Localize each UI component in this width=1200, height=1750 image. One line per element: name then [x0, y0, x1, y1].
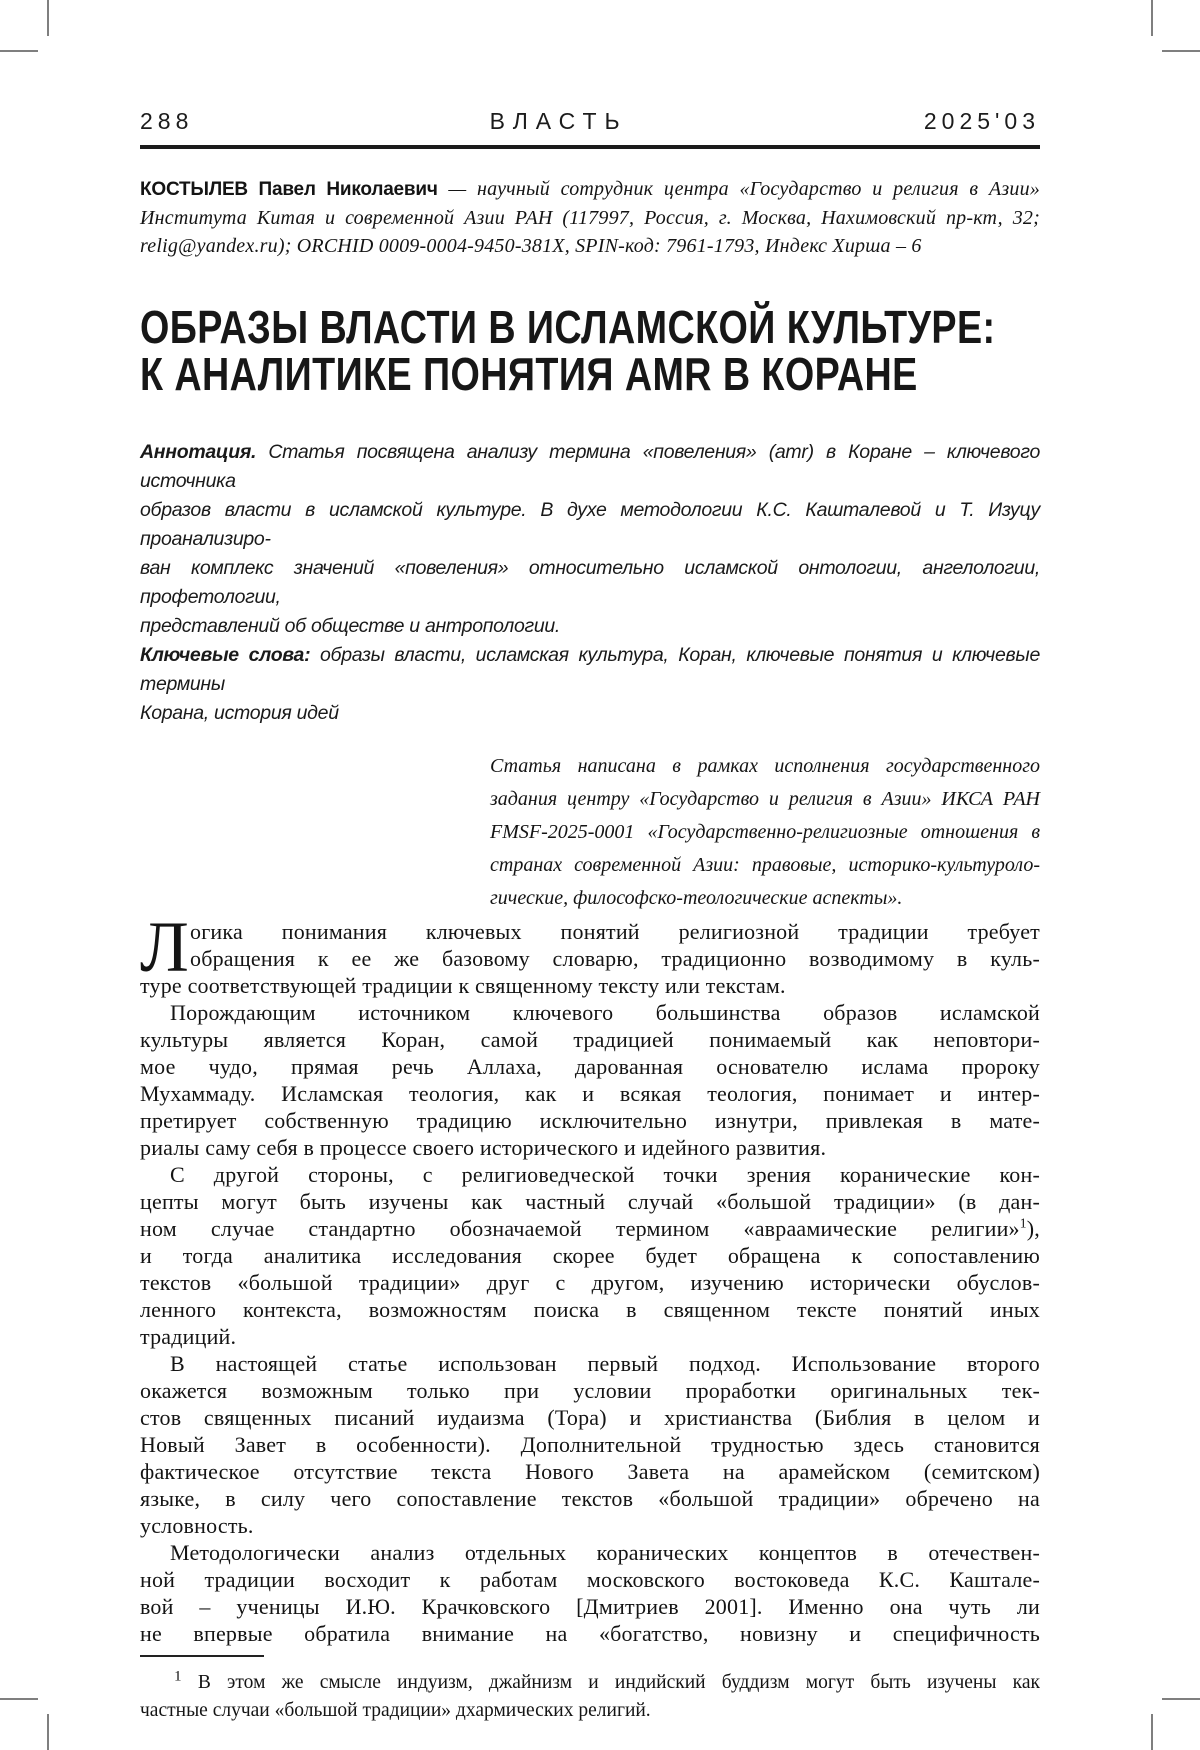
crop-mark — [0, 50, 38, 52]
text-line: Статья написана в рамках исполнения государственного — [490, 755, 1040, 777]
text-line: ленного контекста, возможностям поиска в священном тексте понятий иных — [140, 1297, 1040, 1322]
segment-lbl: Аннотация. — [140, 441, 257, 463]
text-line: задания центру «Государство и религия в Азии» ИКСА РАН — [490, 788, 1040, 810]
segment-name: КОСТЫЛЕВ Павел Николаевич — [140, 179, 438, 200]
text-line: гические, философско-теологические аспекты». — [490, 887, 903, 909]
author-block — [140, 175, 1040, 260]
funding-note — [490, 750, 1040, 915]
text-line — [140, 1215, 1040, 1242]
text-line: ван комплекс значений «повеления» относительно исламской онтологии, ангелологии, профетологии, — [140, 557, 1040, 608]
text-line: цепты могут быть изучены как частный случай «большой традиции» (в дан- — [140, 1189, 1040, 1214]
text-line: фактическое отсутствие текста Нового Завета на арамейском (семитском) — [140, 1459, 1040, 1484]
text-line: relig@yandex.ru); ORCHID 0009-0004-9450-381X, SPIN-код: 7961-1793, Индекс Хирша – 6 — [140, 235, 922, 257]
segment-sup: 1 — [1019, 1215, 1027, 1231]
segment: В этом же смысле индуизм, джайнизм и индийский буддизм могут быть изучены как — [181, 1672, 1040, 1693]
text-line: странах современной Азии: правовые, историко-культуроло- — [490, 854, 1040, 876]
text-line: ОБРАЗЫ ВЛАСТИ В ИСЛАМСКОЙ КУЛЬТУРЕ: — [140, 301, 996, 353]
body-paragraph — [140, 1350, 1040, 1539]
text-line: не впервые обратила внимание на «богатство, новизну и специфичность — [140, 1621, 1040, 1646]
text-line — [140, 175, 1040, 204]
text-line: условность. — [140, 1513, 254, 1538]
text-line: Корана, история идей — [140, 702, 339, 724]
crop-mark — [0, 1698, 38, 1700]
page-number: 288 — [140, 108, 194, 134]
page-content — [140, 0, 1040, 1725]
segment: образы власти, исламская культура, Коран, ключевые понятия и ключевые термины — [140, 644, 1040, 695]
text-line: частные случаи «большой традиции» дхармических религий. — [140, 1700, 651, 1721]
text-line: претирует собственную традицию исключительно изнутри, привлекая в мате- — [140, 1108, 1040, 1133]
text-line: Порождающим источником ключевого большинства образов исламской — [170, 1000, 1040, 1025]
text-line: текстов «большой традиции» друг с другом, изучению исторически обуслов- — [140, 1270, 1040, 1295]
footnote — [140, 1669, 1040, 1725]
text-line: языке, в силу чего сопоставление текстов «большой традиции» обречено на — [140, 1486, 1040, 1511]
text-line: К АНАЛИТИКЕ ПОНЯТИЯ AMR В КОРАНЕ — [140, 348, 918, 400]
crop-mark — [1151, 1714, 1153, 1750]
abstract-block — [140, 438, 1040, 641]
drop-cap: Л — [140, 907, 190, 987]
segment: ), — [1026, 1216, 1040, 1241]
body-paragraph — [140, 999, 1040, 1161]
segment: ном случае стандартно обозначаемой термином «авраамические религии» — [140, 1216, 1020, 1241]
text-line: огика понимания ключевых понятий религиозной традиции требует — [190, 919, 1040, 944]
crop-mark — [47, 0, 49, 36]
text-line: туре соответствующей традиции к священному тексту или текстам. — [140, 973, 786, 998]
text-line: культуры является Коран, самой традицией понимаемый как неповтори- — [140, 1027, 1040, 1052]
text-line — [140, 438, 1040, 496]
text-line: ной традиции восходит к работам московского востоковеда К.С. Каштале- — [140, 1567, 1040, 1592]
body-paragraph — [140, 1161, 1040, 1350]
body-paragraph — [140, 1539, 1040, 1647]
crop-mark — [1151, 0, 1153, 36]
text-line: В настоящей статье использован первый подход. Использование второго — [170, 1351, 1040, 1376]
issue-number: 2025'03 — [923, 108, 1040, 134]
segment: Статья посвящена анализу термина «повеления» (amr) в Коране – ключевого источника — [140, 441, 1040, 492]
text-line: Новый Завет в особенности). Дополнительной трудностью здесь становится — [140, 1432, 1040, 1457]
text-line: и тогда аналитика исследования скорее будет обращена к сопоставлению — [140, 1243, 1040, 1268]
text-line: риалы саму себя в процессе своего исторического и идейного развития. — [140, 1135, 827, 1160]
segment: — научный сотрудник центра «Государство и религия в Азии» — [437, 178, 1040, 200]
header-rule — [140, 145, 1040, 149]
crop-mark — [1162, 1698, 1200, 1700]
text-line: образов власти в исламской культуре. В духе методологии К.С. Кашталевой и Т. Изуцу проанализиро- — [140, 499, 1040, 550]
text-line: Мухаммаду. Исламская теология, как и всякая теология, понимает и интер- — [140, 1081, 1040, 1106]
crop-mark — [47, 1714, 49, 1750]
article-title — [140, 301, 1040, 400]
text-line: окажется возможным только при условии проработки оригинальных тек- — [140, 1378, 1040, 1403]
keywords-block — [140, 641, 1040, 728]
journal-title: ВЛАСТЬ — [489, 108, 628, 134]
text-line: С другой стороны, с религиоведческой точки зрения коранические кон- — [170, 1162, 1040, 1187]
footnote-separator — [140, 1655, 264, 1657]
body-paragraph — [140, 907, 1040, 999]
text-line: обращения к ее же базовому словарю, традиционно возводимому в куль- — [190, 946, 1040, 971]
text-line: традиций. — [140, 1324, 237, 1349]
running-head — [140, 108, 1040, 136]
text-line: Института Китая и современной Азии РАН (117997, Россия, г. Москва, Нахимовский пр-кт, 32; — [140, 207, 1040, 229]
text-line: представлений об обществе и антропологии. — [140, 615, 561, 637]
text-line — [140, 641, 1040, 699]
text-line: мое чудо, прямая речь Аллаха, дарованная основателю ислама пророку — [140, 1054, 1040, 1079]
text-line: Методологически анализ отдельных коранических концептов в отечествен- — [170, 1540, 1040, 1565]
crop-mark — [1162, 50, 1200, 52]
text-line: вой – ученицы И.Ю. Крачковского [Дмитриев 2001]. Именно она чуть ли — [140, 1594, 1040, 1619]
segment-sup: 1 — [174, 1667, 182, 1685]
text-line: FMSF-2025-0001 «Государственно-религиозные отношения в — [490, 821, 1040, 843]
text-line: стов священных писаний иудаизма (Тора) и христианства (Библия в целом и — [140, 1405, 1040, 1430]
segment-lbl: Ключевые слова: — [140, 644, 311, 666]
article-body — [140, 907, 1040, 1647]
text-line — [140, 1669, 1040, 1697]
